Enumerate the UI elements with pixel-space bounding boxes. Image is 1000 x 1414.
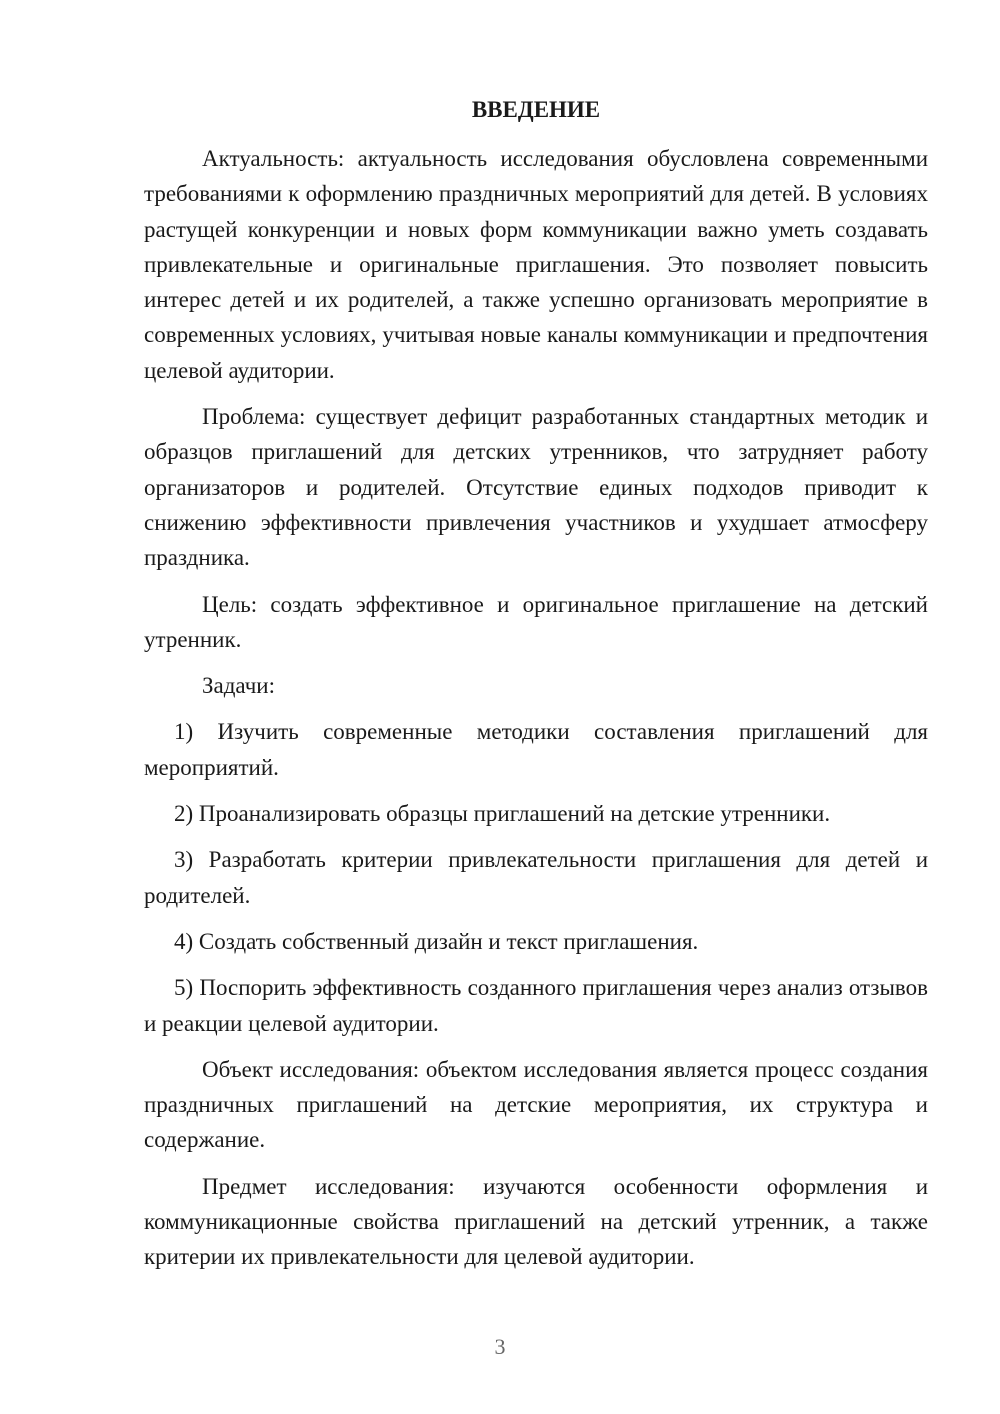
task-item-4: 4) Создать собственный дизайн и текст приглашения. [174, 928, 699, 954]
paragraph-problem: Проблема: существует дефицит разработанных стандартных методик и образцов приглашений для детских утренников, что затрудняет работу организаторов и родителей. Отсутствие единых подходов приводит к снижению эффективности привлечения участников и ухудшает атмосферу праздника. [144, 404, 928, 571]
task-item-2: 2) Проанализировать образцы приглашений на детские утренники. [174, 801, 831, 827]
task-item-3: 3) Разработать критерии привлекательности приглашения для детей и родителей. [144, 847, 928, 908]
page-number: 3 [494, 1334, 506, 1359]
paragraph-goal: Цель: создать эффективное и оригинальное приглашение на детский утренник. [144, 591, 928, 652]
paragraph-relevance: Актуальность: актуальность исследования обусловлена современными требованиями к оформлению праздничных мероприятий для детей. В условиях растущей конкуренции и новых форм коммуникации важно уметь создавать привлекательные и оригинальные приглашения. Это позволяет повысить интерес детей и их родителей, а также успешно организовать мероприятие в современных условиях, учитывая новые каналы коммуникации и предпочтения целевой аудитории. [144, 146, 928, 383]
section-title: ВВЕДЕНИЕ [471, 97, 601, 122]
paragraph-object: Объект исследования: объектом исследования является процесс создания праздничных приглашений на детские мероприятия, их структура и содержание. [144, 1056, 928, 1153]
paragraph-tasks-heading: Задачи: [202, 673, 275, 699]
document-page [144, 92, 928, 1286]
task-item-5: 5) Поспорить эффективность созданного приглашения через анализ отзывов и реакции целевой аудитории. [144, 975, 928, 1036]
task-item-1: 1) Изучить современные методики составления приглашений для мероприятий. [144, 719, 928, 780]
paragraph-subject: Предмет исследования: изучаются особенности оформления и коммуникационные свойства приглашений на детский утренник, а также критерии их привлекательности для целевой аудитории. [144, 1173, 928, 1270]
